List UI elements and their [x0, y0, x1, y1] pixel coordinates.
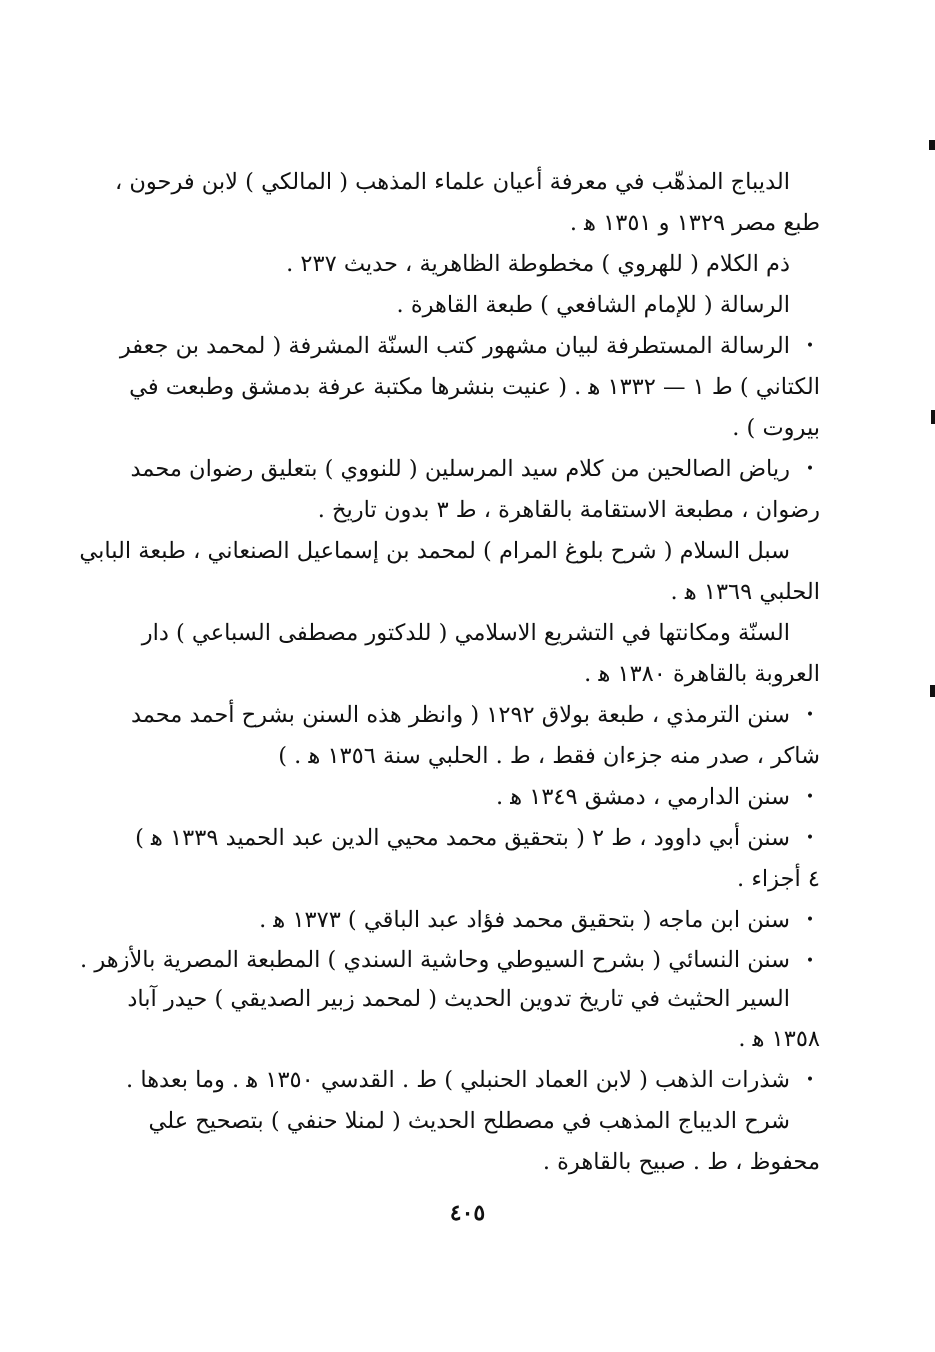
bullet-marker: •: [805, 461, 815, 477]
bullet-marker: •: [805, 912, 815, 928]
entry-line: • سنن ابن ماجه ( بتحقيق محمد فؤاد عبد الباقي ) ١٣٧٣ ﻫ .: [155, 900, 820, 941]
entry-line: سبل السلام ( شرح بلوغ المرام ) لمحمد بن إسماعيل الصنعاني ، طبعة البابي: [79, 538, 790, 564]
entry-line: محفوظ ، ط . صبيح بالقاهرة .: [542, 1149, 820, 1175]
entry-line: • شذرات الذهب ( لابن العماد الحنبلي ) ط . القدسي ١٣٥٠ ﻫ . وما بعدها .: [155, 1060, 820, 1101]
bullet-marker: •: [805, 338, 815, 354]
entry-line: • سنن أبي داوود ، ط ٢ ( بتحقيق محمد محيي الدين عبد الحميد ١٣٣٩ ﻫ ): [155, 818, 820, 859]
entry-line: ٤ أجزاء .: [737, 866, 820, 892]
entry-line: • رياض الصالحين من كلام سيد المرسلين ( للنووي ) بتعليق رضوان محمد: [155, 449, 820, 490]
scan-edge-mark: [929, 140, 935, 150]
entry-line: بيروت ) .: [732, 415, 820, 441]
entry-line: شاكر ، صدر منه جزءان فقط ، ط . الحلبي سنة ١٣٥٦ ﻫ . ): [278, 743, 820, 769]
entry-line: • سنن النسائي ( بشرح السيوطي وحاشية السندي ) المطبعة المصرية بالأزهر .: [155, 941, 820, 980]
entry-line: الديباج المذهّب في معرفة أعيان علماء المذهب ( المالكي ) لابن فرحون ،: [114, 169, 790, 195]
bullet-marker: •: [805, 830, 815, 846]
bullet-marker: •: [805, 953, 815, 969]
bullet-marker: •: [805, 1072, 815, 1088]
page-number: ٤٠٥: [449, 1200, 486, 1226]
entry-line: العروبة بالقاهرة ١٣٨٠ ﻫ .: [584, 661, 820, 687]
entry-line: السنّة ومكانتها في التشريع الاسلامي ( للدكتور مصطفى السباعي ) دار: [141, 620, 790, 646]
entry-line: ذم الكلام ( للهروي ) مخطوطة الظاهرية ، حديث ٢٣٧ .: [286, 251, 790, 277]
bullet-marker: •: [805, 789, 815, 805]
entry-line: الرسالة ( للإمام الشافعي ) طبعة القاهرة .: [396, 292, 790, 318]
entry-line: • الرسالة المستطرفة لبيان مشهور كتب السنّة المشرفة ( لمحمد بن جعفر: [155, 326, 820, 367]
bibliography-list: [79, 162, 820, 1183]
entry-line: طبع مصر ١٣٢٩ و ١٣٥١ ﻫ .: [569, 210, 820, 236]
entry-line: ١٣٥٨ ﻫ .: [738, 1026, 820, 1052]
entry-line: • سنن الترمذي ، طبعة بولاق ١٢٩٢ ( وانظر هذه السنن بشرح أحمد محمد: [155, 695, 820, 736]
entry-line: رضوان ، مطبعة الاستقامة بالقاهرة ، ط ٣ بدون تاريخ .: [317, 497, 820, 523]
entry-line: • سنن الدارمي ، دمشق ١٣٤٩ ﻫ .: [155, 777, 820, 818]
scan-edge-mark: [930, 685, 935, 697]
entry-line: الحلبي ١٣٦٩ ﻫ .: [670, 579, 820, 605]
scan-edge-mark: [931, 410, 935, 424]
bullet-marker: •: [805, 707, 815, 723]
entry-line: السير الحثيث في تاريخ تدوين الحديث ( لمحمد زبير الصديقي ) حيدر آباد: [127, 986, 790, 1012]
entry-line: شرح الديباج المذهب في مصطلح الحديث ( لمنلا حنفي ) بتصحيح علي: [148, 1108, 790, 1134]
entry-line: الكتاني ) ط ١ — ١٣٣٢ ﻫ . ( عنيت بنشرها مكتبة عرفة بدمشق وطبعت في: [129, 374, 820, 400]
